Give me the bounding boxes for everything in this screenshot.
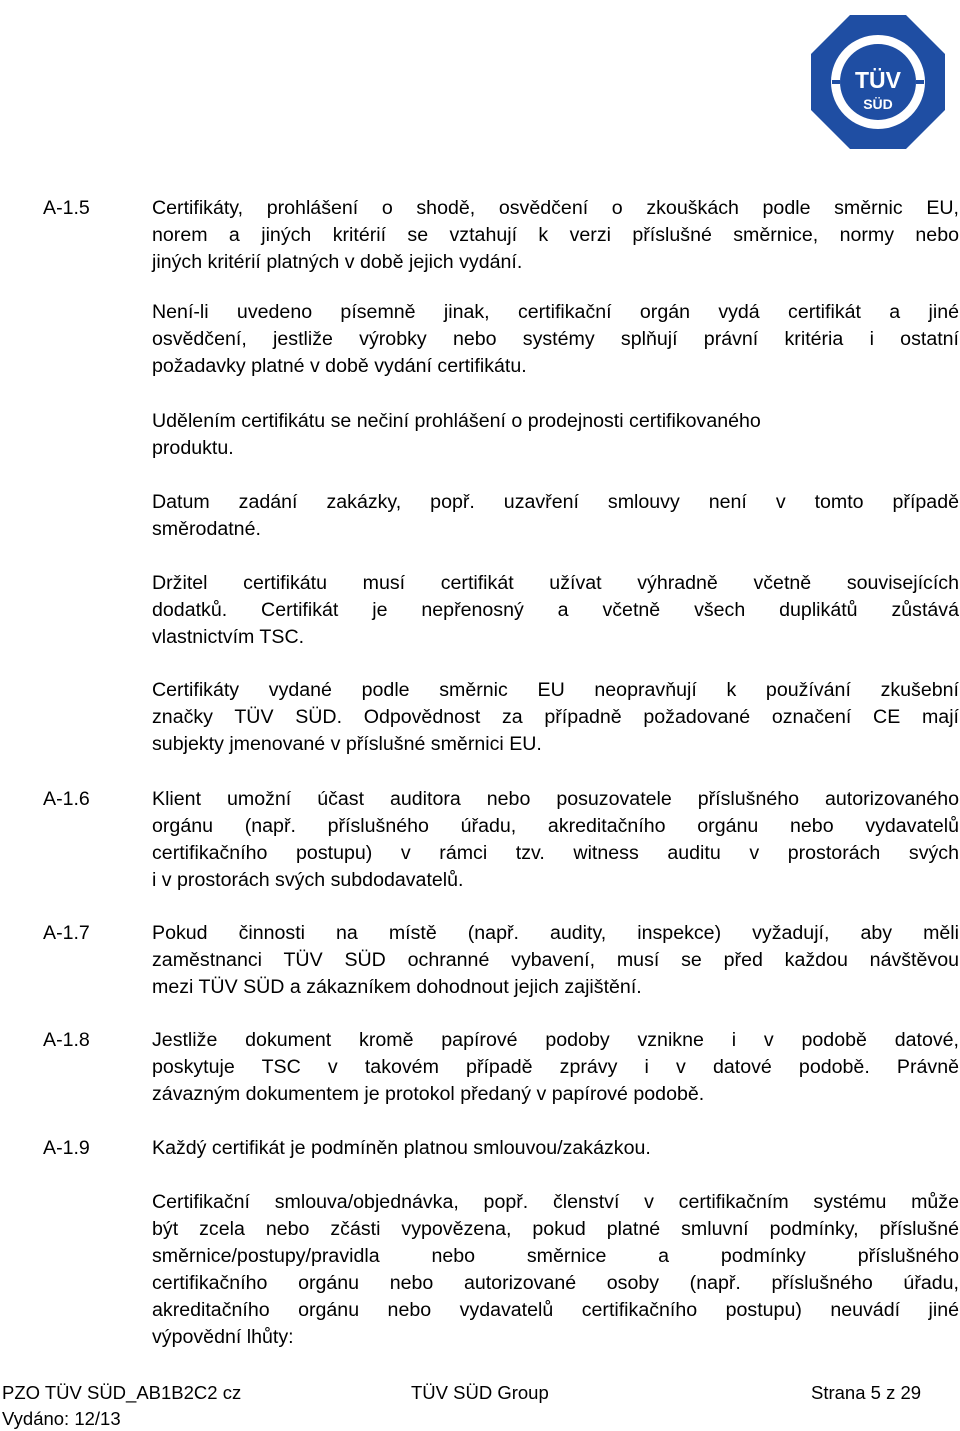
text-line: orgánu (např. příslušného úřadu, akreditačního orgánu nebo vydavatelů (152, 815, 959, 837)
text-line: směrodatné. (152, 518, 261, 540)
text-line: akreditačního orgánu nebo vydavatelů certifikačního postupu) neuvádí jiné (152, 1299, 959, 1321)
text-line: Není-li uvedeno písemně jinak, certifikační orgán vydá certifikát a jiné (152, 301, 959, 323)
footer-page-number: Strana 5 z 29 (811, 1382, 922, 1403)
text-line: poskytuje TSC v takovém případě zprávy i v datové podobě. Právně (152, 1056, 959, 1078)
text-line: být zcela nebo zčásti vypovězena, pokud platné smluvní podmínky, příslušné (152, 1218, 959, 1240)
paragraph (152, 299, 959, 380)
text-line: Pokud činnosti na místě (např. audity, inspekce) vyžadují, aby měli (152, 922, 959, 944)
text-line: produktu. (152, 437, 234, 459)
logo-text-bottom: SÜD (863, 96, 893, 112)
text-line: mezi TÜV SÜD a zákazníkem dohodnout jejich zajištění. (152, 976, 642, 998)
text-line: směrnice/postupy/pravidla nebo směrnice a podmínky příslušného (152, 1245, 959, 1267)
text-line: závazným dokumentem je protokol předaný v papírové podobě. (152, 1083, 705, 1105)
footer-issue-date: Vydáno: 12/13 (2, 1408, 121, 1429)
text-line: Certifikační smlouva/objednávka, popř. členství v certifikačním systému může (152, 1191, 959, 1213)
paragraph (152, 1189, 959, 1351)
text-line: Každý certifikát je podmíněn platnou smlouvou/zakázkou. (152, 1137, 651, 1159)
tuv-sud-logo (810, 14, 946, 150)
text-line: Jestliže dokument kromě papírové podoby vznikne i v podobě datové, (152, 1029, 959, 1051)
text-line: dodatků. Certifikát je nepřenosný a včetně všech duplikátů zůstává (152, 599, 959, 621)
text-line: výpovědní lhůty: (152, 1326, 294, 1348)
paragraph (152, 489, 959, 543)
section-number: A-1.8 (43, 1029, 90, 1051)
footer-company: TÜV SÜD Group (411, 1382, 549, 1403)
text-line: i v prostorách svých subdodavatelů. (152, 869, 464, 891)
paragraph (152, 1135, 959, 1162)
section-number: A-1.6 (43, 788, 90, 810)
paragraph (152, 1027, 959, 1108)
text-line: Udělením certifikátu se nečiní prohlášení o prodejnosti certifikovaného (152, 410, 761, 432)
text-line: požadavky platné v době vydání certifikátu. (152, 355, 527, 377)
paragraph (152, 677, 959, 758)
text-line: vlastnictvím TSC. (152, 626, 305, 648)
text-line: Certifikáty vydané podle směrnic EU neopravňují k používání zkušební (152, 679, 959, 701)
section-number: A-1.7 (43, 922, 90, 944)
section-number: A-1.9 (43, 1137, 90, 1159)
text-line: certifikačního orgánu nebo autorizované osoby (např. příslušného úřadu, (152, 1272, 959, 1294)
text-line: Certifikáty, prohlášení o shodě, osvědčení o zkouškách podle směrnic EU, (152, 197, 959, 219)
paragraph (152, 195, 959, 276)
text-line: norem a jiných kritérií se vztahují k verzi příslušné směrnice, normy nebo (152, 224, 959, 246)
text-line: osvědčení, jestliže výrobky nebo systémy splňují právní kritéria i ostatní (152, 328, 959, 350)
logo-text-top: TÜV (855, 67, 901, 93)
paragraph (152, 786, 959, 894)
text-line: certifikačního postupu) v rámci tzv. witness auditu v prostorách svých (152, 842, 959, 864)
text-line: Datum zadání zakázky, popř. uzavření smlouvy není v tomto případě (152, 491, 959, 513)
footer-document-id: PZO TÜV SÜD_AB1B2C2 cz (2, 1382, 242, 1403)
text-line: subjekty jmenované v příslušné směrnici EU. (152, 733, 542, 755)
text-line: jiných kritérií platných v době jejich vydání. (152, 251, 523, 273)
text-line: Držitel certifikátu musí certifikát užívat výhradně včetně souvisejících (152, 572, 959, 594)
text-line: Klient umožní účast auditora nebo posuzovatele příslušného autorizovaného (152, 788, 959, 810)
paragraph (152, 920, 959, 1001)
text-line: značky TÜV SÜD. Odpovědnost za případně požadované označení CE mají (152, 706, 959, 728)
text-line: zaměstnanci TÜV SÜD ochranné vybavení, musí se před každou návštěvou (152, 949, 959, 971)
paragraph (152, 570, 959, 651)
section-number: A-1.5 (43, 197, 90, 219)
paragraph (152, 408, 959, 462)
